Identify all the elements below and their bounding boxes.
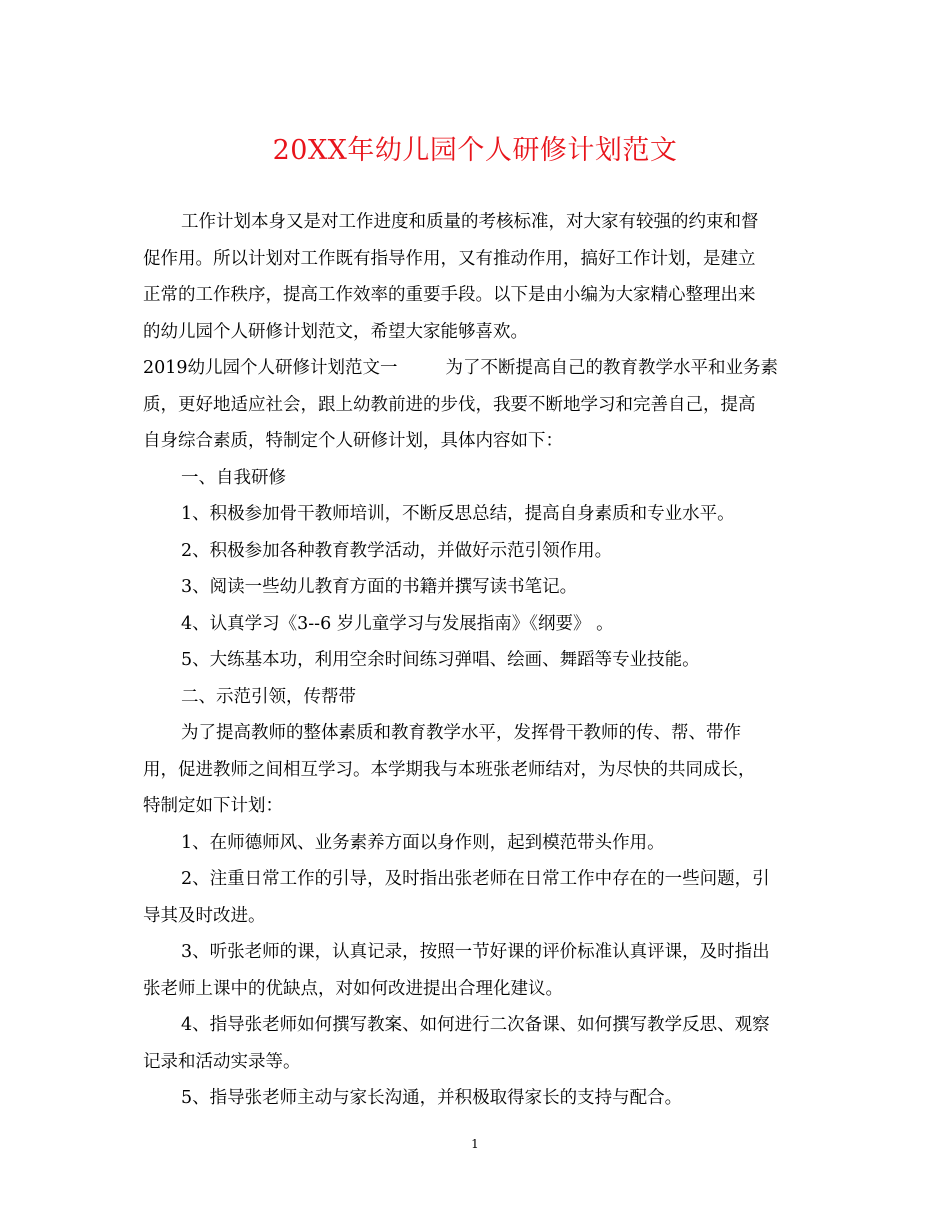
sample-line-3: 自身综合素质，特制定个人研修计划，具体内容如下： — [143, 431, 563, 451]
sample-line-2: 质，更好地适应社会，跟上幼教前进的步伐，我要不断地学习和完善自己，提高 — [143, 394, 756, 415]
self-study-item-4: 4、认真学习《3--6 岁儿童学习与发展指南》《纲要》 。 — [181, 613, 614, 634]
self-study-item-1: 1、积极参加骨干教师培训，不断反思总结，提高自身素质和专业水平。 — [181, 504, 735, 524]
document-body — [143, 204, 811, 1117]
intro-line-3: 正常的工作秩序，提高工作效率的重要手段。以下是由小编为大家精心整理出来 — [143, 285, 756, 305]
mentoring-item-2-line-2: 导其及时改进。 — [143, 905, 266, 926]
section-heading-mentoring: 二、示范引领，传帮带 — [181, 686, 356, 707]
self-study-item-2: 2、积极参加各种教育教学活动，并做好示范引领作用。 — [181, 540, 613, 561]
mentoring-item-4-line-1: 4、指导张老师如何撰写教案、如何进行二次备课、如何撰写教学反思、观察 — [181, 1015, 770, 1035]
mentoring-item-3-line-1: 3、听张老师的课，认真记录，按照一节好课的评价标准认真评课，及时指出 — [181, 942, 770, 962]
page-number: 1 — [471, 1137, 479, 1151]
mentoring-item-4-line-2: 记录和活动实录等。 — [143, 1051, 301, 1072]
sample-first-sentence: 为了不断提高自己的教育教学水平和业务素 — [445, 358, 779, 378]
mentoring-item-3-line-2: 张老师上课中的优缺点，对如何改进提出合理化建议。 — [143, 978, 563, 999]
mentoring-item-2-line-1: 2、注重日常工作的引导，及时指出张老师在日常工作中存在的一些问题，引 — [181, 869, 770, 889]
self-study-item-5: 5、大练基本功，利用空余时间练习弹唱、绘画、舞蹈等专业技能。 — [181, 650, 700, 670]
intro-line-4: 的幼儿园个人研修计划范文，希望大家能够喜欢。 — [143, 321, 528, 342]
mentoring-item-1: 1、在师德师风、业务素养方面以身作则，起到模范带头作用。 — [181, 832, 665, 853]
intro-line-1: 工作计划本身又是对工作进度和质量的考核标准，对大家有较强的约束和督 — [181, 212, 759, 232]
document-title: 20XX年幼儿园个人研修计划范文 — [272, 135, 678, 166]
sample-heading-line — [143, 350, 811, 387]
mentoring-intro-line-3: 特制定如下计划： — [143, 796, 283, 816]
self-study-item-3: 3、阅读一些幼儿教育方面的书籍并撰写读书笔记。 — [181, 577, 578, 597]
intro-line-2: 促作用。所以计划对工作既有指导作用，又有推动作用，搞好工作计划，是建立 — [143, 248, 756, 269]
mentoring-intro-line-2: 用，促进教师之间相互学习。本学期我与本班张老师结对，为尽快的共同成长， — [143, 759, 756, 780]
sample-heading: 2019幼儿园个人研修计划范文一 — [143, 358, 398, 378]
section-heading-self-study: 一、自我研修 — [181, 467, 286, 488]
mentoring-item-5: 5、指导张老师主动与家长沟通，并积极取得家长的支持与配合。 — [181, 1088, 683, 1108]
mentoring-intro-line-1: 为了提高教师的整体素质和教育教学水平，发挥骨干教师的传、帮、带作 — [181, 723, 741, 743]
